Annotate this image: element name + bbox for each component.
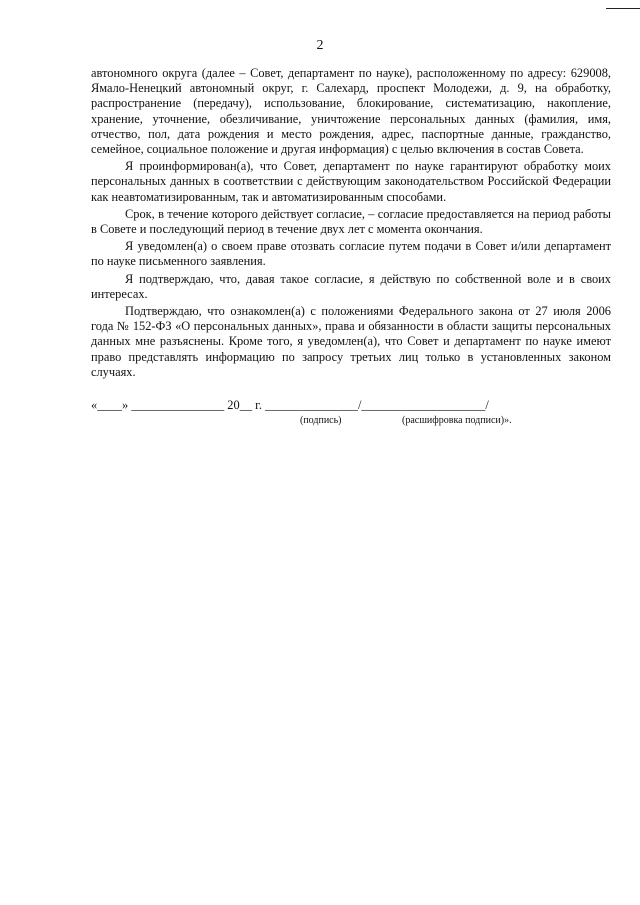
signature-caption: (подпись) <box>300 415 342 426</box>
signature-decoding-caption: (расшифровка подписи)». <box>402 415 512 426</box>
corner-mark <box>606 0 640 9</box>
paragraph-informed: Я проинформирован(а), что Совет, департамент по науке гарантируют обработку моих персональных данных в соответствии с действующим законодательством Российской Федерации как неавтоматизированным, так и автоматизированным способами. <box>91 159 611 204</box>
document-body <box>91 66 611 382</box>
paragraph-free-will: Я подтверждаю, что, давая такое согласие, я действую по собственной воле и в своих интересах. <box>91 271 611 301</box>
paragraph-consent-continuation: автономного округа (далее – Совет, департамент по науке), расположенному по адресу: 629008, Ямало-Ненецкий автономный округ, г. Салехард, проспект Молодежи, д. 9, на обработку, распространение (передачу), использование, блокирование, систематизацию, накопление, хранение, уточнение, обезличивание, уничтожение персональных данных (фамилия, имя, отчество, пол, дата рождения и место рождения, адрес, паспортные данные, гражданство, семейное, социальное положение и другая информация) с целью включения в состав Совета. <box>91 66 611 157</box>
paragraph-term: Срок, в течение которого действует согласие, – согласие предоставляется на период работы в Совете и последующий период в течение двух лет с момента окончания. <box>91 206 611 237</box>
paragraph-acknowledgement: Подтверждаю, что ознакомлен(а) с положениями Федерального закона от 27 июля 2006 года № 152-ФЗ «О персональных данных», права и обязанности в области защиты персональных данных мне разъяснены. Кроме того, я уведомлен(а), что Совет и департамент по науке имеют право представлять информацию по запросу третьих лиц только в установленных законом случаях. <box>91 304 611 379</box>
page-number: 2 <box>316 38 324 53</box>
signature-date-line: «____» _______________ 20__ г. _______________/____________________/ <box>91 398 489 412</box>
paragraph-revocation: Я уведомлен(а) о своем праве отозвать согласие путем подачи в Совет и/или департамент по науке письменного заявления. <box>91 239 611 269</box>
